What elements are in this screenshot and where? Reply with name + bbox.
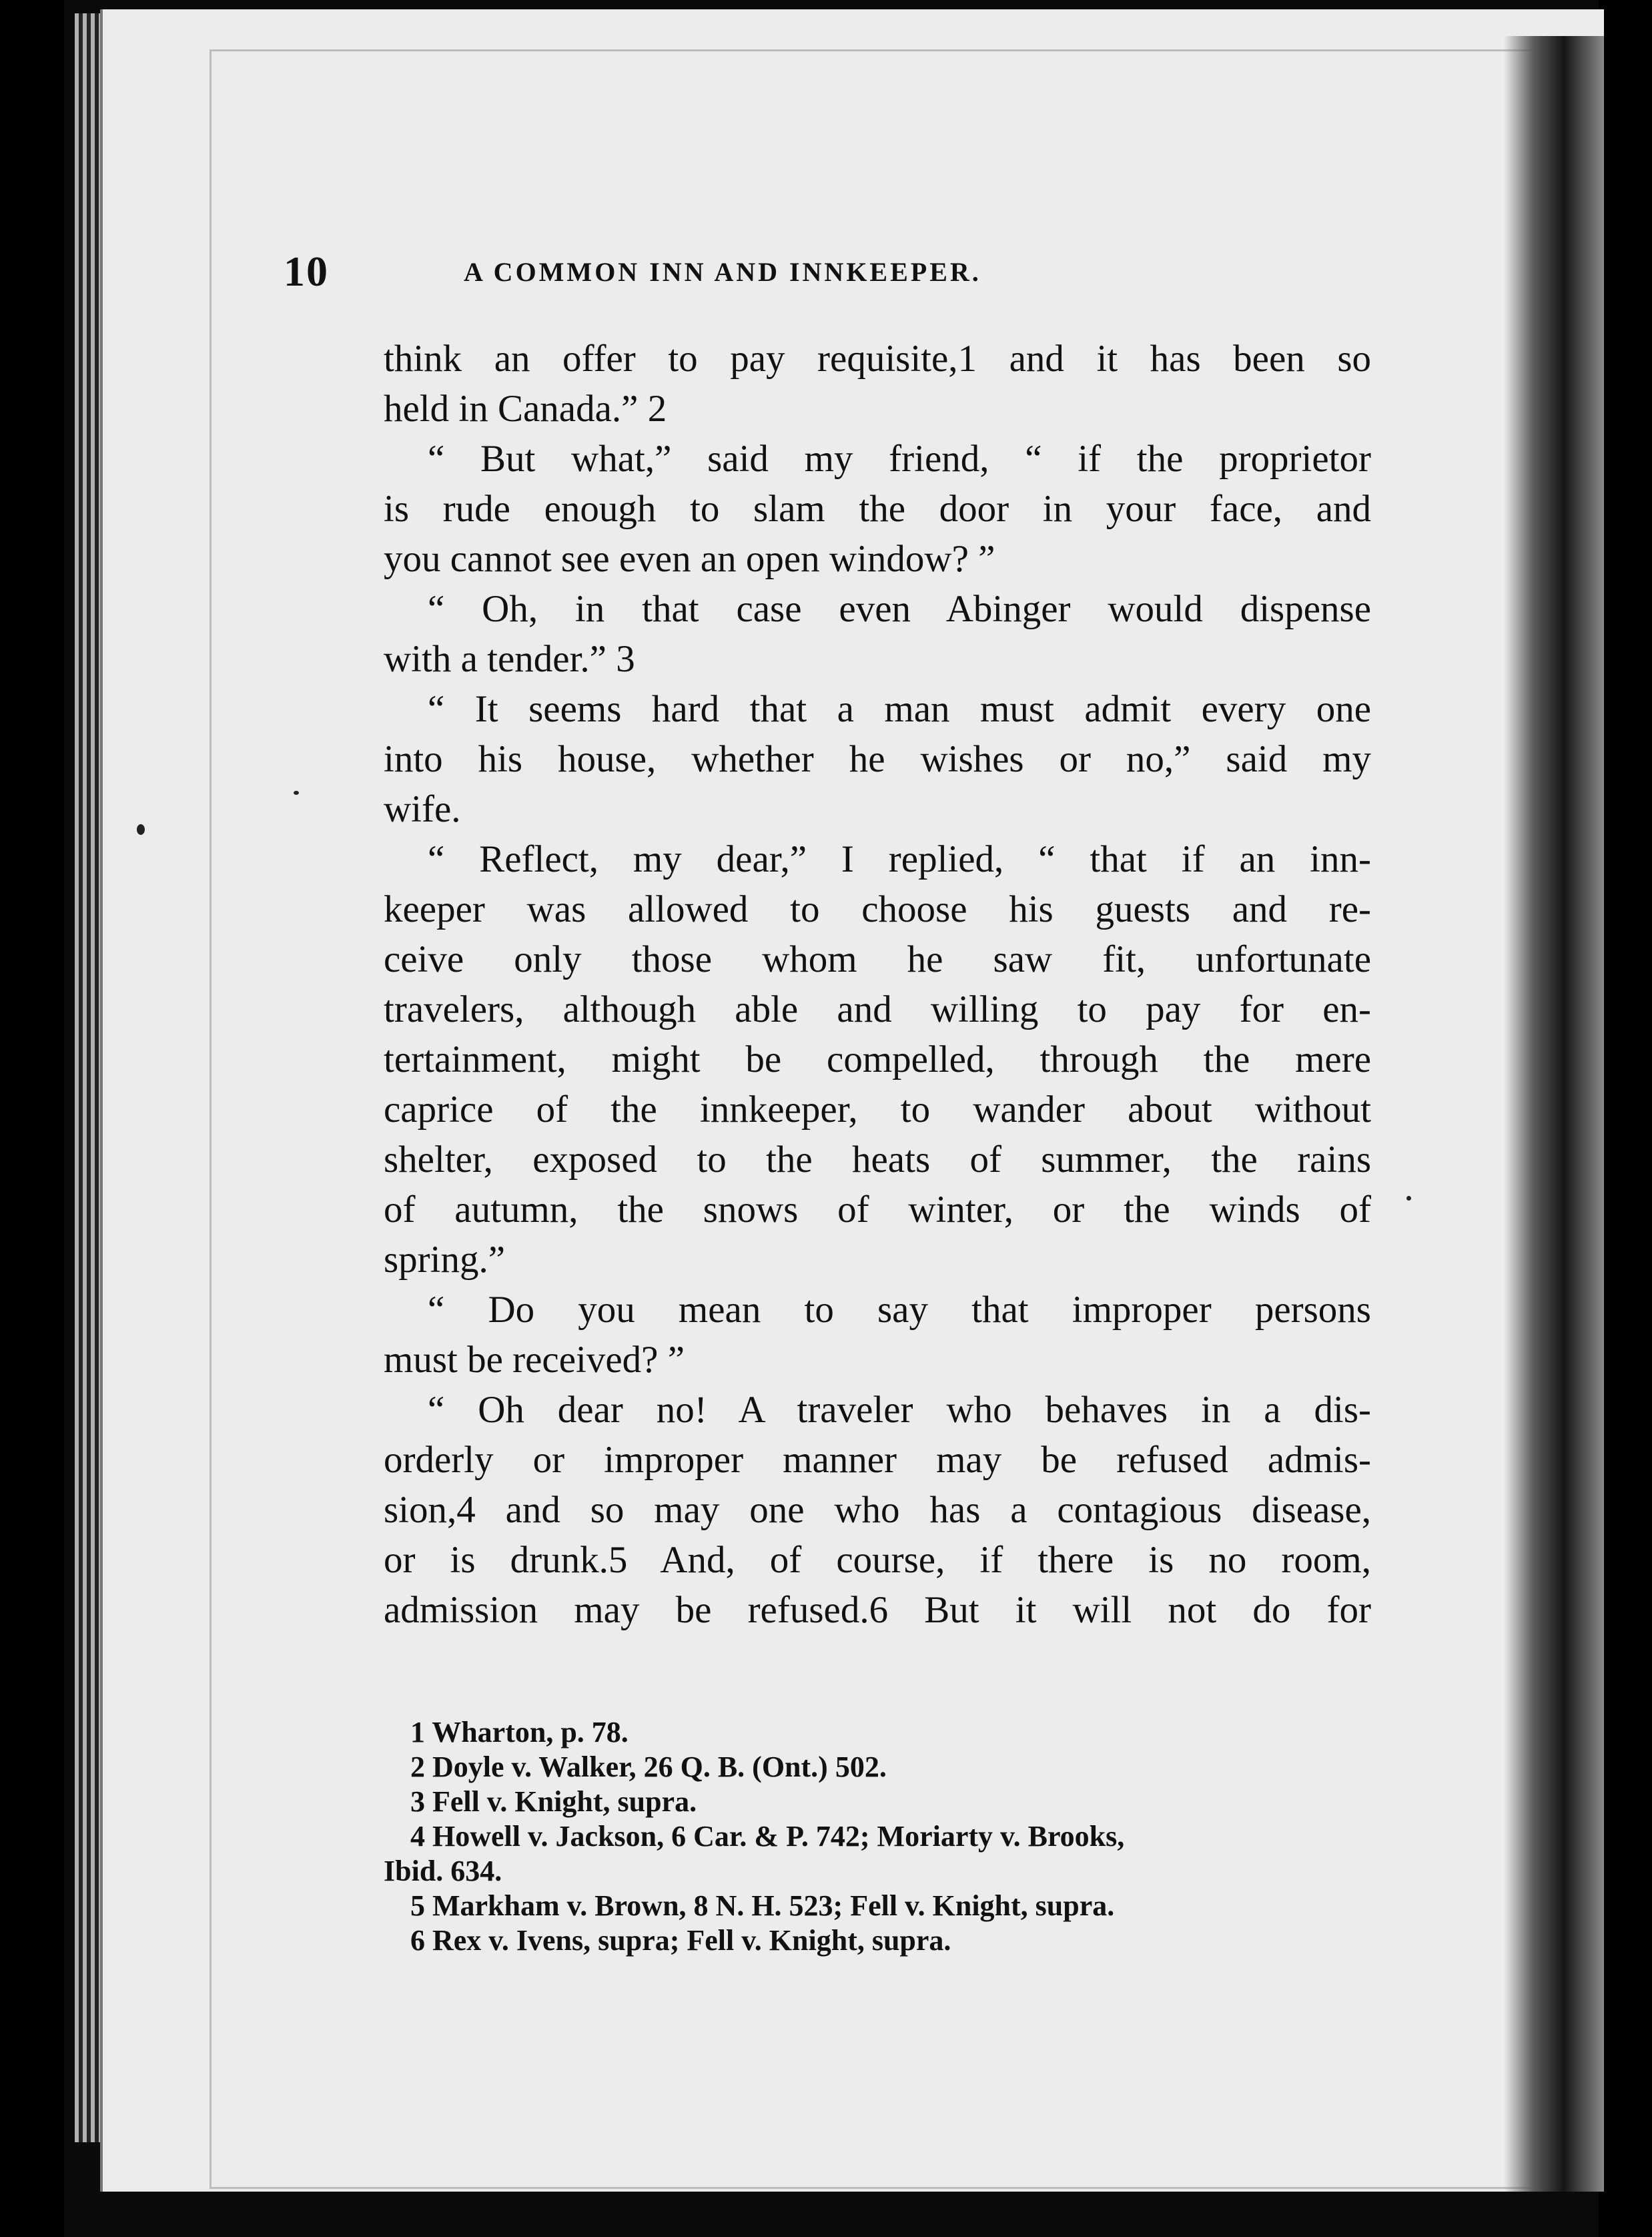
text-line: “ Oh dear no! A traveler who behaves in a dis- (428, 1389, 1371, 1431)
text-line: “ But what,” said my friend, “ if the proprietor (428, 438, 1371, 480)
ink-speck (1406, 1196, 1411, 1201)
text-line: of autumn, the snows of winter, or the winds of (384, 1189, 1371, 1231)
text-line: travelers, although able and willing to pay for en- (384, 988, 1371, 1030)
text-line: “ Reflect, my dear,” I replied, “ that if an inn- (428, 838, 1371, 880)
text-line: spring.” (384, 1239, 506, 1281)
text-line: you cannot see even an open window? ” (384, 538, 995, 580)
text-line: think an offer to pay requisite,1 and it has been so (384, 338, 1371, 380)
text-line: shelter, exposed to the heats of summer, the rains (384, 1139, 1371, 1181)
footnote: 3 Fell v. Knight, supra. (410, 1785, 697, 1818)
page-number: 10 (284, 248, 329, 295)
text-line: or is drunk.5 And, of course, if there is no room, (384, 1539, 1371, 1581)
text-line: “ Oh, in that case even Abinger would dispense (428, 588, 1371, 630)
text-line: “ Do you mean to say that improper persons (428, 1289, 1371, 1331)
ink-speck (294, 791, 299, 795)
text-line: tertainment, might be compelled, through the mere (384, 1038, 1371, 1080)
text-line: wife. (384, 788, 461, 830)
footnotes (384, 1715, 1371, 1958)
text-line: admission may be refused.6 But it will not do for (384, 1589, 1371, 1631)
footnote: 6 Rex v. Ivens, supra; Fell v. Knight, supra. (410, 1924, 951, 1957)
running-title: A COMMON INN AND INNKEEPER. (464, 257, 981, 287)
running-head (284, 247, 1384, 300)
ink-speck (137, 824, 145, 835)
body-text (384, 334, 1371, 1635)
gutter-shadow (1504, 36, 1604, 2192)
text-line: orderly or improper manner may be refused admis- (384, 1439, 1371, 1481)
footnote: 5 Markham v. Brown, 8 N. H. 523; Fell v. Knight, supra. (410, 1889, 1115, 1922)
footnote: 2 Doyle v. Walker, 26 Q. B. (Ont.) 502. (410, 1750, 887, 1783)
footnote: 1 Wharton, p. 78. (410, 1716, 629, 1748)
text-line: is rude enough to slam the door in your face, and (384, 488, 1371, 530)
text-line: held in Canada.” 2 (384, 388, 667, 430)
footnote: 4 Howell v. Jackson, 6 Car. & P. 742; Moriarty v. Brooks, (410, 1820, 1125, 1853)
text-line: sion,4 and so may one who has a contagious disease, (384, 1489, 1371, 1531)
text-line: keeper was allowed to choose his guests and re- (384, 888, 1371, 930)
text-line: into his house, whether he wishes or no,” said my (384, 738, 1371, 780)
text-line: ceive only those whom he saw fit, unfortunate (384, 938, 1371, 980)
text-line: “ It seems hard that a man must admit every one (428, 688, 1371, 730)
text-line: with a tender.” 3 (384, 638, 635, 680)
footnote: Ibid. 634. (384, 1855, 502, 1887)
text-line: must be received? ” (384, 1339, 685, 1381)
text-line: caprice of the innkeeper, to wander about without (384, 1088, 1371, 1131)
